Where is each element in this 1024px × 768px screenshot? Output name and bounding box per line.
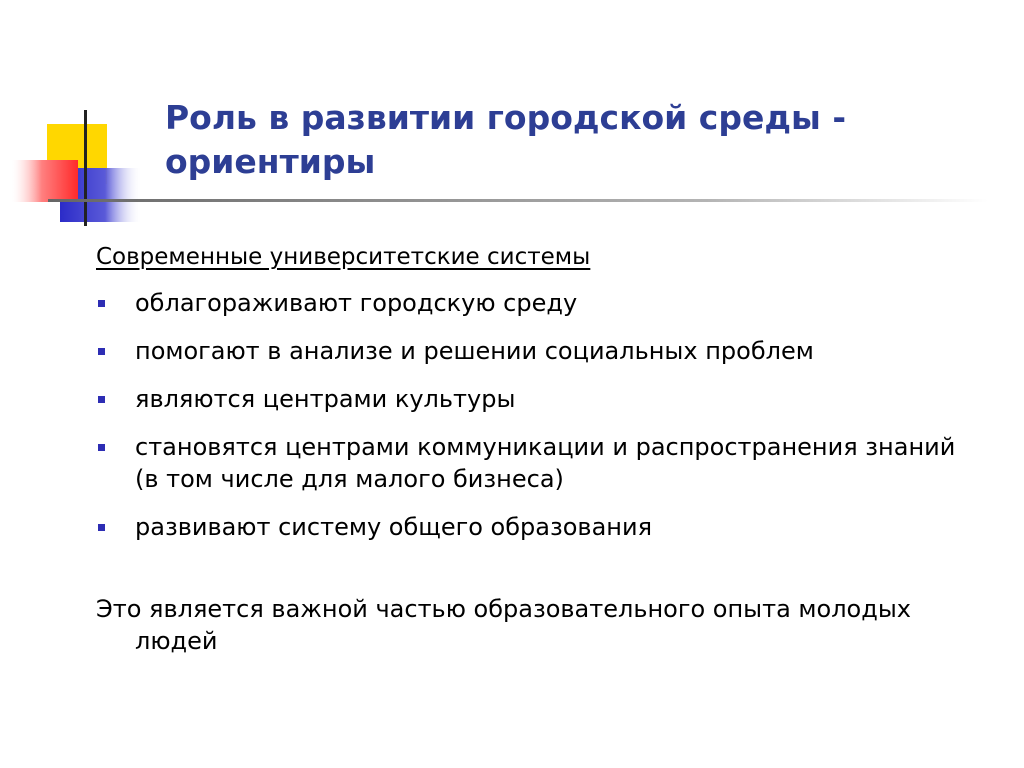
bullet-text: облагораживают городскую среду [135, 289, 578, 317]
square-bullet-icon [98, 444, 105, 451]
square-bullet-icon [98, 524, 105, 531]
square-bullet-icon [98, 300, 105, 307]
square-bullet-icon [98, 348, 105, 355]
bullet-item [96, 383, 976, 415]
bullet-text: являются центрами культуры [135, 385, 516, 413]
bullet-text: развивают систему общего образования [135, 513, 653, 541]
horizontal-rule [48, 199, 988, 202]
bullet-item [96, 335, 976, 367]
bullet-item [96, 511, 976, 543]
bullet-list [96, 287, 976, 543]
slide-content [96, 240, 976, 681]
closing-note: Это является важной частью образовательного опыта молодых людей [96, 595, 911, 655]
square-bullet-icon [98, 396, 105, 403]
bullet-item [96, 287, 976, 319]
bullet-item [96, 431, 976, 495]
bullet-text: помогают в анализе и решении социальных проблем [135, 337, 814, 365]
section-heading-text: Современные университетские системы [96, 244, 591, 270]
red-square [12, 160, 78, 202]
vertical-line [84, 110, 87, 226]
slide-title: Роль в развитии городской среды - ориентиры [165, 98, 847, 181]
bullet-text: становятся центрами коммуникации и распространения знаний (в том числе для малого бизнеса) [135, 433, 956, 493]
section-heading [96, 240, 976, 274]
